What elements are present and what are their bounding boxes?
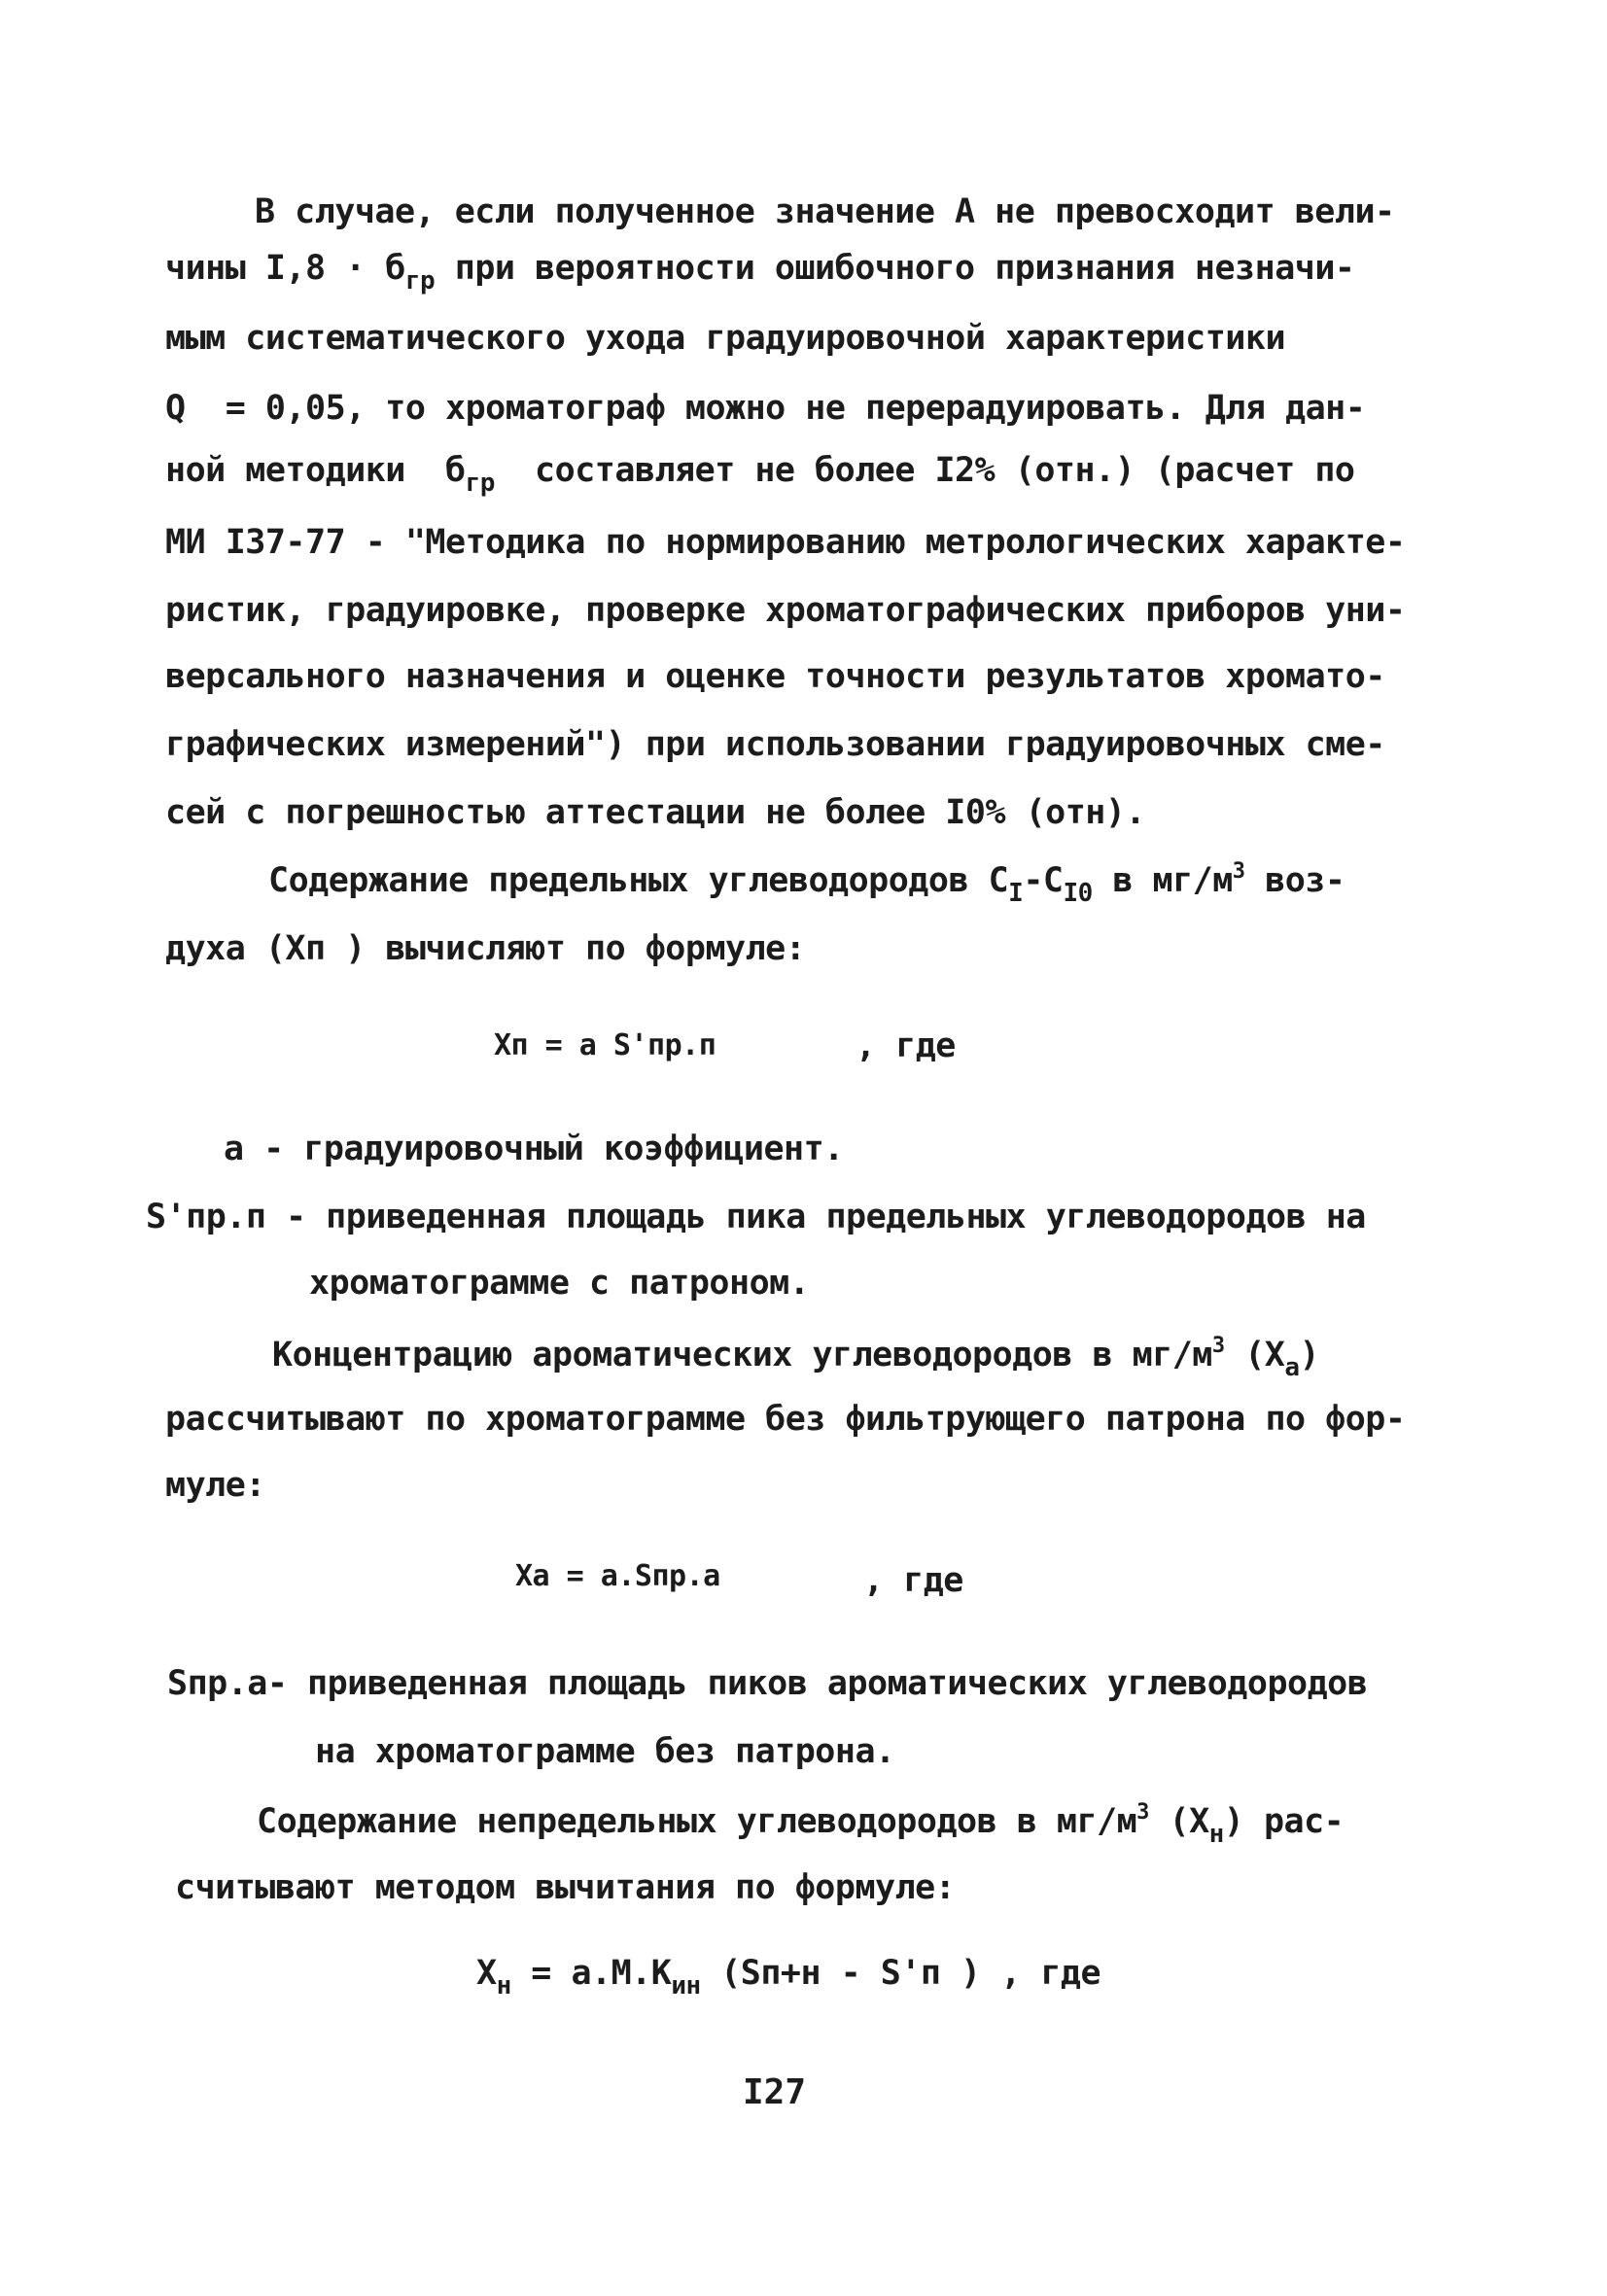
formula-where: , где	[863, 1561, 963, 1600]
text-line: чины $I,8 \cdot б_{гр}$ при вероятности ошибочного признания незначи-	[165, 249, 1355, 296]
text-line: сей с погрешностью аттестации не более I0% (отн).	[165, 793, 1146, 832]
formula-xp: Xп = a S'пр.п	[494, 1028, 716, 1062]
text-line: графических измерений") при использовании градуировочных сме-	[165, 725, 1385, 764]
text-line: мым систематического ухода градуировочной характеристики	[165, 319, 1286, 358]
text-line: версального назначения и оценке точности результатов хромато-	[165, 657, 1385, 696]
formula-xa: Xa = a.Sпр.a	[515, 1559, 720, 1593]
definition-line: S'пр.п - приведенная площадь пика предельных углеводородов на	[146, 1198, 1366, 1236]
text-line: рассчитывают по хроматограмме без фильтрующего патрона по фор-	[165, 1400, 1406, 1439]
text-line: считывают методом вычитания по формуле:	[175, 1868, 956, 1907]
text-line: МИ I37-77 - "Методика по нормированию метрологических характе-	[165, 523, 1406, 562]
text-line: Содержание непредельных углеводородов в $мг/м^3$ $(X_н)$ рас-	[257, 1800, 1345, 1849]
text-line: духа (Xп ) вычисляют по формуле:	[165, 929, 806, 968]
text-line: Содержание предельных углеводородов $C_I-C_{I0}$ в $мг/м^3$ воз-	[268, 859, 1345, 908]
definition-line: хроматограмме с патроном.	[309, 1264, 810, 1303]
text-line: ной методики $б_{гр}$ составляет не более I2% (отн.) (расчет по	[165, 451, 1355, 498]
sigma-symbol: б	[445, 451, 466, 490]
text-line: В случае, если полученное значение А не превосходит вели-	[255, 192, 1395, 231]
formula-where: , где	[856, 1026, 956, 1065]
text-line: Q = 0,05, то хроматограф можно не перерадуировать. Для дан-	[165, 389, 1366, 428]
definition-line: на хроматограмме без патрона.	[315, 1732, 895, 1771]
definition-line: Sпр.a- приведенная площадь пиков ароматических углеводородов	[167, 1664, 1368, 1703]
sigma-symbol: б	[385, 249, 405, 288]
text-line: муле:	[165, 1466, 265, 1505]
text-line: Концентрацию ароматических углеводородов в $мг/м^3$ $(X_a)$	[272, 1334, 1320, 1382]
page-number: I27	[743, 2072, 807, 2112]
formula-xn: $X_н = a.M.K_{ин}$ (Sп+н - S'п ) , где	[476, 1954, 1101, 2000]
text-line: ристик, градуировке, проверке хроматографических приборов уни-	[165, 591, 1406, 630]
definition-line: a - градуировочный коэффициент.	[224, 1130, 844, 1168]
